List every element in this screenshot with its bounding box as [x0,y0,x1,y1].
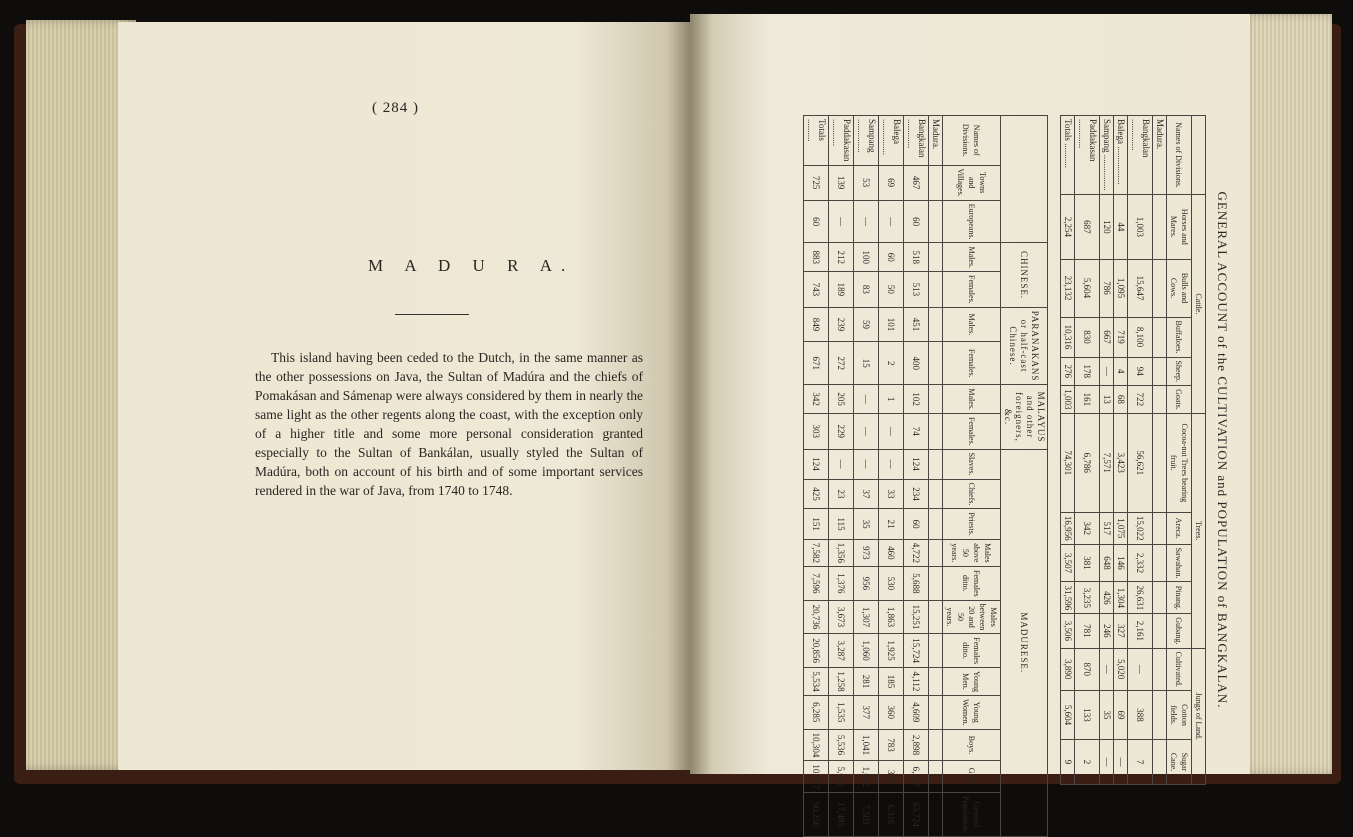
value-cell: 425 [804,479,829,509]
value-cell: 151 [804,509,829,539]
value-cell: 115 [829,509,854,539]
value-cell: 276 [1061,357,1075,386]
value-cell: 2 [1075,740,1100,785]
t1h: Bulls and Cows. [1167,259,1192,317]
value-cell: — [854,385,879,414]
t1h: Areca. [1167,512,1192,544]
value-cell: 1,304 [1114,582,1128,614]
value-cell: 3,287 [829,634,854,668]
table-row [1128,116,1153,785]
value-cell [929,272,943,308]
value-cell: 719 [1114,317,1128,357]
division-name-cell: Paddakasan ............. [1075,116,1100,195]
value-cell: 327 [1114,614,1128,648]
value-cell [929,479,943,509]
value-cell: 5,688 [904,566,929,600]
table-row [854,116,879,837]
value-cell: 3,507 [1061,544,1075,582]
value-cell: 26,631 [1128,582,1153,614]
t1h: Horses and Mares. [1167,195,1192,259]
value-cell: 15,022 [1128,512,1153,544]
value-cell [929,509,943,539]
table1-group-row [1192,116,1206,785]
value-cell: 33 [879,479,904,509]
value-cell: 6,247 [904,761,929,793]
value-cell [929,165,943,200]
value-cell: 1,060 [854,634,879,668]
column-header: Males above 50 years. [943,539,1001,566]
value-cell [929,695,943,729]
t1h: Sugar Cane. [1167,740,1192,785]
cultivation-table [1060,115,1206,785]
value-cell: 2,254 [1061,195,1075,259]
value-cell: 15,724 [904,634,929,668]
page-number: ( 284 ) [372,100,419,116]
table-row [1100,116,1114,785]
table-row [1075,116,1100,785]
table-row [1061,116,1075,785]
value-cell [1153,582,1167,614]
value-cell: 189 [829,272,854,308]
section-paranakans: PARANAKANS or half-cast Chinese. [1001,307,1048,385]
value-cell: 21 [879,509,904,539]
value-cell: — [829,200,854,243]
value-cell: 102 [904,385,929,414]
value-cell: 1 [879,385,904,414]
value-cell: 60 [879,243,904,272]
table2-section-row [1001,116,1048,837]
value-cell: 1,925 [879,634,904,668]
value-cell: 1,535 [829,695,854,729]
value-cell: 743 [804,272,829,308]
division-name-cell: Balega ................. [1114,116,1128,195]
body-paragraph [255,348,643,500]
value-cell: 467 [904,165,929,200]
value-cell: 2,161 [1128,614,1153,648]
value-cell: 10,317 [804,761,829,793]
value-cell: 60 [904,509,929,539]
column-header: Females. [943,272,1001,308]
division-name-cell: Madura. [1153,116,1167,195]
value-cell: 4,722 [904,539,929,566]
value-cell: 4,112 [904,667,929,695]
t2-blank [1001,116,1048,243]
value-cell: 139 [829,165,854,200]
column-header: Europeans. [943,200,1001,243]
value-cell: 883 [804,243,829,272]
value-cell: 973 [854,539,879,566]
value-cell: 68 [1114,386,1128,414]
table-row [1153,116,1167,785]
value-cell: 120 [1100,195,1114,259]
table-row [929,116,943,837]
value-cell: 388 [1128,690,1153,739]
value-cell: 849 [804,307,829,342]
section-chinese: CHINESE. [1001,243,1048,307]
column-header: Males. [943,307,1001,342]
value-cell: 8,100 [1128,317,1153,357]
value-cell: 3,506 [1061,614,1075,648]
value-cell: 2,332 [1128,544,1153,582]
value-cell: 2 [879,342,904,385]
value-cell: 5,012 [829,761,854,793]
division-name-cell: Madura. [929,116,943,166]
rotated-table-block [770,115,1230,833]
value-cell [929,761,943,793]
value-cell [1153,357,1167,386]
section-malayus: MALAYUS and other foreigners, &c. [1001,385,1048,449]
division-name-cell: Bangkalan ............. [904,116,929,166]
value-cell: 7,582 [804,539,829,566]
value-cell [1153,648,1167,690]
value-cell: — [829,449,854,479]
column-header: Young Women. [943,695,1001,729]
value-cell: 356 [879,761,904,793]
value-cell [929,449,943,479]
value-cell: 83 [854,272,879,308]
value-cell [929,729,943,761]
value-cell: 1,307 [854,600,879,634]
value-cell: 44 [1114,195,1128,259]
value-cell: 4 [1114,357,1128,386]
value-cell: 50 [879,272,904,308]
value-cell: 37 [854,479,879,509]
paragraph-text: This island having been ceded to the Dutch, in the same manner as the other possessions on Java, the Sultan of Madúra and the chiefs of Pomakásan and Sámenap were always considered by them in nearly the same light as the other regents along the coast, with the exception only of a higher title and some more personal consideration granted especially to the Sultan of Bankálan, usually styled the Sultan of Madúra, both on account of his birth and of some important services rendered in the war of Java, from 1740 to 1748. [255,350,643,498]
value-cell: — [879,413,904,449]
value-cell: 7 [1128,740,1153,785]
value-cell: 94 [1128,357,1153,386]
value-cell [1153,544,1167,582]
column-header: Males. [943,243,1001,272]
value-cell: 15,251 [904,600,929,634]
value-cell: — [1100,648,1114,690]
value-cell [929,566,943,600]
value-cell: 6,285 [804,695,829,729]
value-cell: 69 [1114,690,1128,739]
value-cell: 3,673 [829,600,854,634]
value-cell: 671 [804,342,829,385]
value-cell: 451 [904,307,929,342]
value-cell: 3,890 [1061,648,1075,690]
value-cell: 146 [1114,544,1128,582]
value-cell [1153,740,1167,785]
value-cell: 9 [1061,740,1075,785]
value-cell: 513 [904,272,929,308]
t1h: Names of Divisions. [1167,116,1192,195]
value-cell [929,793,943,837]
division-name-cell: Sampang ................ [1100,116,1114,195]
value-cell: 205 [829,385,854,414]
value-cell [929,600,943,634]
value-cell: 7,571 [1100,413,1114,512]
value-cell: 400 [904,342,929,385]
value-cell: 722 [1128,386,1153,414]
table1-header-row [1167,116,1192,785]
value-cell: 281 [854,667,879,695]
value-cell: 90,256 [804,793,829,837]
value-cell: — [854,200,879,243]
column-header: Boys. [943,729,1001,761]
value-cell: 23,132 [1061,259,1075,317]
value-cell: 31,596 [1061,582,1075,614]
value-cell: 133 [1075,690,1100,739]
value-cell: 1,075 [1114,512,1128,544]
value-cell: 1,062 [854,761,879,793]
value-cell: 1,863 [879,600,904,634]
division-name-cell: Balega ................ [879,116,904,166]
value-cell: 69 [879,165,904,200]
value-cell: 6,786 [1075,413,1100,512]
value-cell [1153,512,1167,544]
value-cell: 870 [1075,648,1100,690]
value-cell: 20,736 [804,600,829,634]
value-cell: 1,258 [829,667,854,695]
t1h: Cultivated. [1167,648,1192,690]
page-edges-right [1240,14,1332,774]
value-cell: 56,621 [1128,413,1153,512]
value-cell: — [1128,648,1153,690]
value-cell: 1,003 [1128,195,1153,259]
column-header: Priests. [943,509,1001,539]
group-cattle: Cattle. [1192,195,1206,414]
value-cell: 1,003 [1061,386,1075,414]
t1h: Cotton fields. [1167,690,1192,739]
value-cell: 10,304 [804,729,829,761]
t1h: Buffaloes. [1167,317,1192,357]
table-row [1114,116,1128,785]
table2-body [804,116,943,837]
value-cell [929,667,943,695]
value-cell: 13 [1100,386,1114,414]
value-cell: — [879,449,904,479]
value-cell [1153,413,1167,512]
value-cell: 381 [1075,544,1100,582]
value-cell: 10,316 [1061,317,1075,357]
page-title: M A D U R A. [368,256,575,275]
table-row [829,116,854,837]
value-cell: 830 [1075,317,1100,357]
value-cell: 5,536 [829,729,854,761]
value-cell: 6,316 [879,793,904,837]
t1h: Goats. [1167,386,1192,414]
column-header: Names of Divisions. [943,116,1001,166]
value-cell [1153,317,1167,357]
value-cell: 74 [904,413,929,449]
value-cell: — [854,449,879,479]
division-name-cell: Bangkalan .............. [1128,116,1153,195]
value-cell: 303 [804,413,829,449]
running-title: GENERAL ACCOUNT of the CULTIVATION and POPULATION of BANGKALAN. [1215,191,1230,709]
column-header: Girls. [943,761,1001,793]
value-cell: 530 [879,566,904,600]
value-cell: 1,041 [854,729,879,761]
value-cell [929,413,943,449]
value-cell: 229 [829,413,854,449]
value-cell: 74,301 [1061,413,1075,512]
column-header: Young Men. [943,667,1001,695]
value-cell: 517 [1100,512,1114,544]
value-cell: 59 [854,307,879,342]
column-header: Males between 20 and 50 years. [943,600,1001,634]
value-cell: 35 [854,509,879,539]
column-header: Females. [943,342,1001,385]
value-cell: 212 [829,243,854,272]
group-trees: Trees. [1192,413,1206,648]
value-cell: — [879,200,904,243]
value-cell: 360 [879,695,904,729]
value-cell [929,342,943,385]
value-cell: 60 [904,200,929,243]
value-cell: 63,724 [904,793,929,837]
value-cell: 101 [879,307,904,342]
value-cell: — [1100,357,1114,386]
table1-body [1061,116,1167,785]
value-cell: 5,604 [1061,690,1075,739]
value-cell [1153,690,1167,739]
column-header: Slaves. [943,449,1001,479]
value-cell: 648 [1100,544,1114,582]
table1-blank [1192,116,1206,195]
value-cell: 783 [879,729,904,761]
value-cell: — [1100,740,1114,785]
population-table [803,115,1048,837]
value-cell: 15,647 [1128,259,1153,317]
column-header: Females ditto. [943,634,1001,668]
division-name-cell: Totals .......... [804,116,829,166]
column-header: Towns and Villages. [943,165,1001,200]
value-cell: 234 [904,479,929,509]
t1h: Pinang. [1167,582,1192,614]
value-cell [1153,259,1167,317]
value-cell [929,539,943,566]
value-cell [929,634,943,668]
value-cell [929,243,943,272]
value-cell: — [854,413,879,449]
column-header: General Population. [943,793,1001,837]
value-cell: 786 [1100,259,1114,317]
value-cell: 687 [1075,195,1100,259]
value-cell: 1,356 [829,539,854,566]
table-row [879,116,904,837]
value-cell [929,200,943,243]
value-cell: 100 [854,243,879,272]
value-cell: 460 [879,539,904,566]
value-cell [929,385,943,414]
title-rule [395,314,469,315]
value-cell: 124 [904,449,929,479]
table-row [904,116,929,837]
value-cell: 377 [854,695,879,729]
group-land: Jungs of Land. [1192,648,1206,784]
value-cell: 185 [879,667,904,695]
section-madurese: MADURESE. [1001,449,1048,836]
value-cell: 7,503 [854,793,879,837]
value-cell: 5,604 [1075,259,1100,317]
value-cell: 956 [854,566,879,600]
value-cell: 60 [804,200,829,243]
column-header: Males. [943,385,1001,414]
value-cell: 2,898 [904,729,929,761]
value-cell: 53 [854,165,879,200]
value-cell: 246 [1100,614,1114,648]
column-header: Chiefs. [943,479,1001,509]
value-cell: 4,609 [904,695,929,729]
column-header: Females. [943,413,1001,449]
value-cell [1153,614,1167,648]
value-cell: 1,095 [1114,259,1128,317]
column-header: Females ditto. [943,566,1001,600]
value-cell: 1,376 [829,566,854,600]
value-cell: 5,534 [804,667,829,695]
value-cell: 781 [1075,614,1100,648]
value-cell: 342 [804,385,829,414]
value-cell: 725 [804,165,829,200]
value-cell: 16,956 [1061,512,1075,544]
value-cell: 239 [829,307,854,342]
value-cell: 35 [1100,690,1114,739]
value-cell [1153,195,1167,259]
value-cell: 3,423 [1114,413,1128,512]
t1h: Gubang. [1167,614,1192,648]
value-cell: 518 [904,243,929,272]
table2-header-row [943,116,1001,837]
value-cell [929,307,943,342]
value-cell: 178 [1075,357,1100,386]
division-name-cell: Sampang ............... [854,116,879,166]
value-cell: 272 [829,342,854,385]
value-cell: 3,235 [1075,582,1100,614]
value-cell: 342 [1075,512,1100,544]
value-cell: 7,596 [804,566,829,600]
value-cell: 426 [1100,582,1114,614]
value-cell: 20,856 [804,634,829,668]
t1h: Sheep. [1167,357,1192,386]
value-cell: 124 [804,449,829,479]
value-cell [1153,386,1167,414]
division-name-cell: Totals ........... [1061,116,1075,195]
t1h: Sawahan. [1167,544,1192,582]
value-cell: 667 [1100,317,1114,357]
value-cell: 161 [1075,386,1100,414]
table-row [804,116,829,837]
value-cell: 23 [829,479,854,509]
value-cell: — [1114,740,1128,785]
value-cell: 5,020 [1114,648,1128,690]
value-cell: 15 [854,342,879,385]
t1h: Cocoa-nut Trees bearing fruit. [1167,413,1192,512]
division-name-cell: Paddakasan ............ [829,116,854,166]
value-cell: 17,485 [829,793,854,837]
